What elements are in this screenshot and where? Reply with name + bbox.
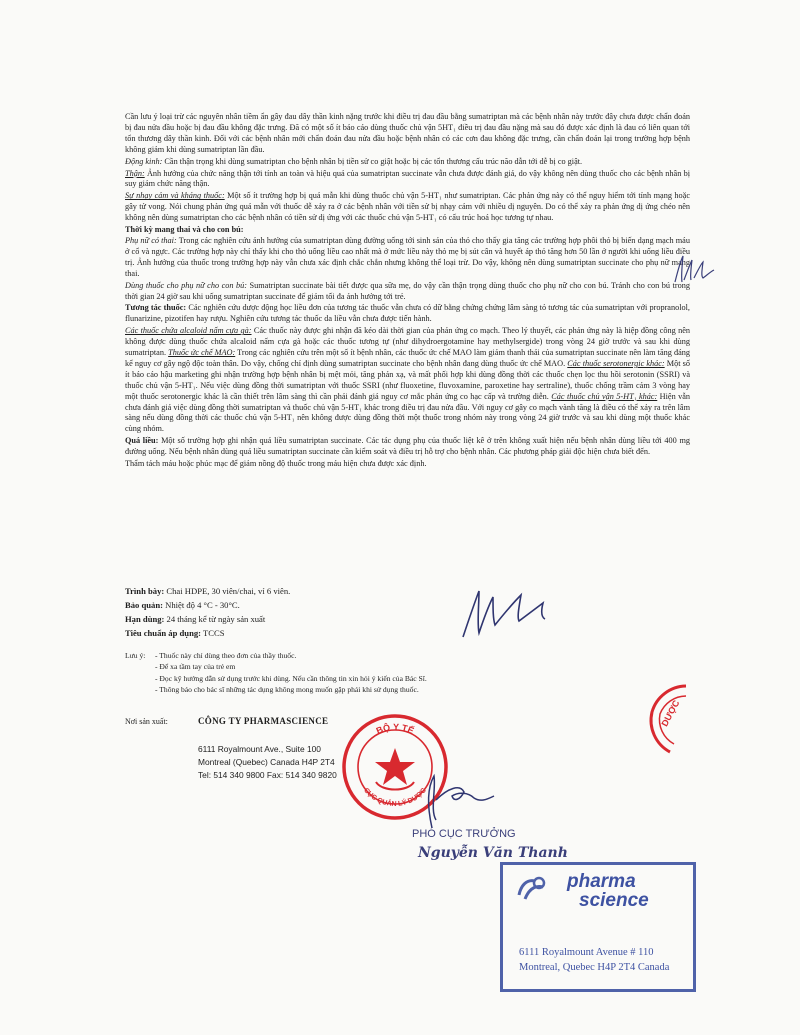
spec-expiry [125,614,265,625]
stamp-brand-line1: pharma [567,871,636,892]
label-ergot: Các thuốc chứa alcaloid nấm cựa gà: [125,326,252,336]
label-standard: Tiêu chuẩn áp dụng: [125,628,202,638]
label-serotonergic: Các thuốc serotonergic khác: [567,358,665,368]
value-storage: Nhiệt độ 4 °C - 30°C. [162,600,240,610]
margin-initials-signature [672,252,718,288]
text-maoi: Trong các nghiên cứu trên một số ít bệnh nhân, các thuốc ức chế MAO làm giảm thanh thải của sumatriptan succinate nên làm tăng đáng kể nguy cơ gây ngộ độc toàn thân. Do vậy, chống chỉ định dùng sumatriptan succinate cho bệnh nhân đang dùng thuốc ức chế MAO. [125,348,690,368]
label-epilepsy: Động kinh: [125,156,163,166]
company-address-stamp [500,862,696,992]
spec-packaging [125,586,290,597]
official-signature [402,770,502,830]
corner-round-stamp [628,682,688,756]
manufacturer-name: CÔNG TY PHARMASCIENCE [198,716,329,726]
note-item: - Thuốc này chỉ dùng theo đơn của thầy thuốc. [155,651,297,660]
paragraph-overdose [125,436,690,458]
approval-signature [455,585,575,645]
stamp-address-line2: Montreal, Quebec H4P 2T4 Canada [519,962,670,973]
text-interactions: Các nghiên cứu dược động học liều đơn của tương tác thuốc vẫn chưa có dữ bằng chứng chứng lâm sàng tỏ tương tác của sumatriptan với propranolol, flunarizine, pizotifen hay rượu. Nghiên cứu tương tác thuốc da liều vẫn chưa được tiến hành. [125,303,690,324]
pharmascience-logo-icon [515,873,555,905]
text-epilepsy: Cần thận trọng khi dùng sumatriptan cho bệnh nhân bị tiền sử co giật hoặc bị các tổn thương cấu trúc não dẫn tới dễ bị co giật. [162,156,583,166]
paragraph-hypersensitivity [125,191,690,224]
spec-standard [125,628,225,639]
paragraph-lactation [125,281,690,303]
manufacturer-label: Nơi sản xuất: [125,717,168,726]
label-lactation: Dùng thuốc cho phụ nữ cho con bú: [125,280,248,290]
manufacturer-address-line2: Montreal (Quebec) Canada H4P 2T4 [198,757,335,767]
label-storage: Bảo quản: [125,600,163,610]
stamp-brand-line2: science [579,890,649,911]
heading-overdose: Quá liều: [125,436,159,446]
spec-storage [125,600,240,611]
note-item: - Đọc kỹ hướng dẫn sử dụng trước khi dùng. Nếu cần thông tin xin hỏi ý kiến của Bác Sĩ. [155,673,427,683]
value-packaging: Chai HDPE, 30 viên/chai, vỉ 6 viên. [164,586,291,596]
label-hypersensitivity: Sự nhạy cảm và kháng thuốc: [125,191,225,201]
manufacturer-phone-fax: Tel: 514 340 9800 Fax: 514 340 9820 [198,770,337,780]
text-serotonergic: Một số ít báo cáo hậu marketing ghi nhận trường hợp bệnh nhân bị mệt mỏi, tăng phản xạ, và mất phối hợp khi dùng đồng thời các thuốc chẹn lọc thu hồi serotonin (SSRI) và thuốc chủ vận 5-HT₁. Nếu việc dùng đồng thời sumatriptan với thuốc SSRI (như fluoxetine, fluvoxamine, paroxetine hay sertraline), thuốc chống trầm cảm 3 vòng hay một thuốc serotonergic khác là cần thiết trên lâm sàng thì cần phải đánh giá nguy cơ mắc phản ứng co hạc cấp và trường diễn. [125,358,690,401]
label-renal: Thận: [125,168,145,178]
label-5ht-agonists: Các thuốc chủ vận 5-HT₁ khác: [551,391,658,401]
value-standard: TCCS [201,628,225,638]
text-overdose: Một số trường hợp ghi nhận quá liều sumatriptan succinate. Các tác dụng phụ của thuốc liệt kê ở trên không xuất hiện nếu bệnh nhân dùng liều tới 400 mg đường uống. Nếu bệnh nhân dùng quá liều sumatriptan succinate cần kiểm soát và điều trị hỗ trợ cho bệnh nhân. Các phương pháp giải độc hiện chưa biết đến. [125,436,690,457]
paragraph-interactions [125,303,690,325]
seal-ring-bottom: CỤC QUẢN LÝ DƯỢC [362,787,428,809]
heading-pregnancy: Thời kỳ mang thai và cho con bú: [125,225,244,235]
stamp-address-line1: 6111 Royalmount Avenue # 110 [519,947,654,958]
leaflet-body [125,112,690,471]
text-pregnant: Trong các nghiên cứu ảnh hưởng của sumatriptan dùng đường uống tới sinh sản của thỏ cho thấy gia tăng các trường hợp phôi thỏ bị biến dạng mạch máu ở cổ và ngực. Các trường hợp này chỉ thấy khi cho thỏ uống liều cao nhất mà ở mức liều này thỏ mẹ bị sút cân và huyết áp thỏ tăng hơn 50 lần ở người khi uống liều điều trị. Ảnh hưởng của thuốc trong trường hợp này vẫn chưa xác định chắc chắn nhưng không thể loại trừ. Do vậy, không nên dùng sumatriptan succinate cho phụ nữ mang thai. [125,235,690,278]
label-pregnant: Phụ nữ có thai: [125,235,177,245]
official-title: PHÓ CỤC TRƯỞNG [412,828,516,840]
notes-lead: Lưu ý: [125,651,146,660]
paragraph-caution: Cần lưu ý loại trừ các nguyên nhân tiềm ẩn gây đau dây thần kinh nặng trước khi điều trị đau đầu bằng sumatriptan mà các bệnh nhân này trước đây chưa được chẩn đoán bị đau nửa đầu hoặc bị đau đầu không đặc trưng. Đã có một số ít báo cáo dùng thuốc chủ vận 5HT₁ điều trị đau đầu nặng mà sau đó được xác định là đau có liên quan tới tổn thương dây thần kinh. Đối với các bệnh nhân mới chẩn đoán đau nửa đầu hoặc bệnh nhân có các cơn đau không đặc trưng, cần chẩn đoán lại trong trường hợp bệnh không giảm khi dùng sumatriptan lần đầu. [125,112,690,154]
notes-list [125,650,427,696]
paragraph-renal [125,169,690,191]
value-expiry: 24 tháng kể từ ngày sản xuất [164,614,266,624]
seal-ring-top: BỘ Y TẾ [374,721,416,736]
note-item: - Thông báo cho bác sĩ những tác dụng không mong muốn gặp phải khi sử dụng thuốc. [155,685,419,695]
paragraph-ergot [125,326,690,435]
notes-block [125,650,427,696]
label-packaging: Trình bày: [125,586,165,596]
text-renal: Ảnh hưởng của chức năng thận tới tính an toàn và hiệu quả của sumatriptan succinate vẫn chưa được đánh giá, do vậy không nên dùng thuốc cho các bệnh nhân bị suy giảm chức năng thận. [125,168,690,189]
label-expiry: Hạn dùng: [125,614,165,624]
text-5ht-agonists: Hiện vẫn chưa đánh giá việc dùng đồng thời sumatriptan và thuốc chủ vận 5-HT₁ khác trong điều trị đau nửa đầu. Với nguy cơ gây co mạch vành tăng là điều có thể xảy ra trên lâm sàng nếu dùng đồng thời các thuốc chủ vận 5-HT₁ nên không được dùng đồng thời một thuốc trong nhóm này trong vòng 24 giờ trước và sau khi dùng một thuốc khác cùng nhóm. [125,391,690,434]
text-hypersensitivity: Một số ít trường hợp bị quá mẫn khi dùng thuốc chủ vận 5-HT₁ như sumatriptan. Các phản ứng này có thể nguy hiểm tới tính mạng hoặc gây tử vong. Nói chung phản ứng quá mẫn với thuốc dễ xảy ra ở các bệnh nhân với tiền sử bị nhạy cảm với nhiều dị nguyên. Do có thể xảy ra phản ứng dị ứng chéo nên không nên dùng sumatriptan cho các bệnh nhân có tiền sử dị ứng với các thuốc chủ vận 5-HT₁ có cấu trúc hoá học tương tự nhau. [125,191,690,223]
paragraph-pregnant [125,236,690,280]
note-item: - Để xa tầm tay của trẻ em [155,662,236,672]
official-name: Nguyễn Văn Thanh [418,845,568,861]
paragraph-dialysis: Thẩm tách máu hoặc phúc mạc để giảm nồng độ thuốc trong máu hiện chưa được xác định. [125,459,427,469]
paragraph-epilepsy [125,157,690,168]
text-lactation: Sumatriptan succinate bài tiết được qua sữa mẹ, do vậy cần thận trọng dùng thuốc cho phụ nữ cho con bú. Tránh cho con bú trong thời gian 24 giờ sau khi uống sumatriptan succinate để giảm tối đa ảnh hưởng tới trẻ. [125,280,690,301]
heading-interactions: Tương tác thuốc: [125,303,187,313]
corner-stamp-text: DƯỢC [659,698,682,729]
label-maoi: Thuốc ức chế MAO: [168,348,236,358]
text-ergot: Các thuốc này được ghi nhận đã kéo dài thời gian của phản ứng co mạch. Theo lý thuyết, các phản ứng này là hiệp đồng công nên không được dùng thuốc chứa alcaloid nấm cựa gà hoặc các thuốc tương tự (như dihydroergotamine hay methylsergide) trong vòng 24 giờ trước và sau khi dùng sumatriptan. [125,326,691,358]
manufacturer-address-line1: 6111 Royalmount Ave., Suite 100 [198,744,321,754]
